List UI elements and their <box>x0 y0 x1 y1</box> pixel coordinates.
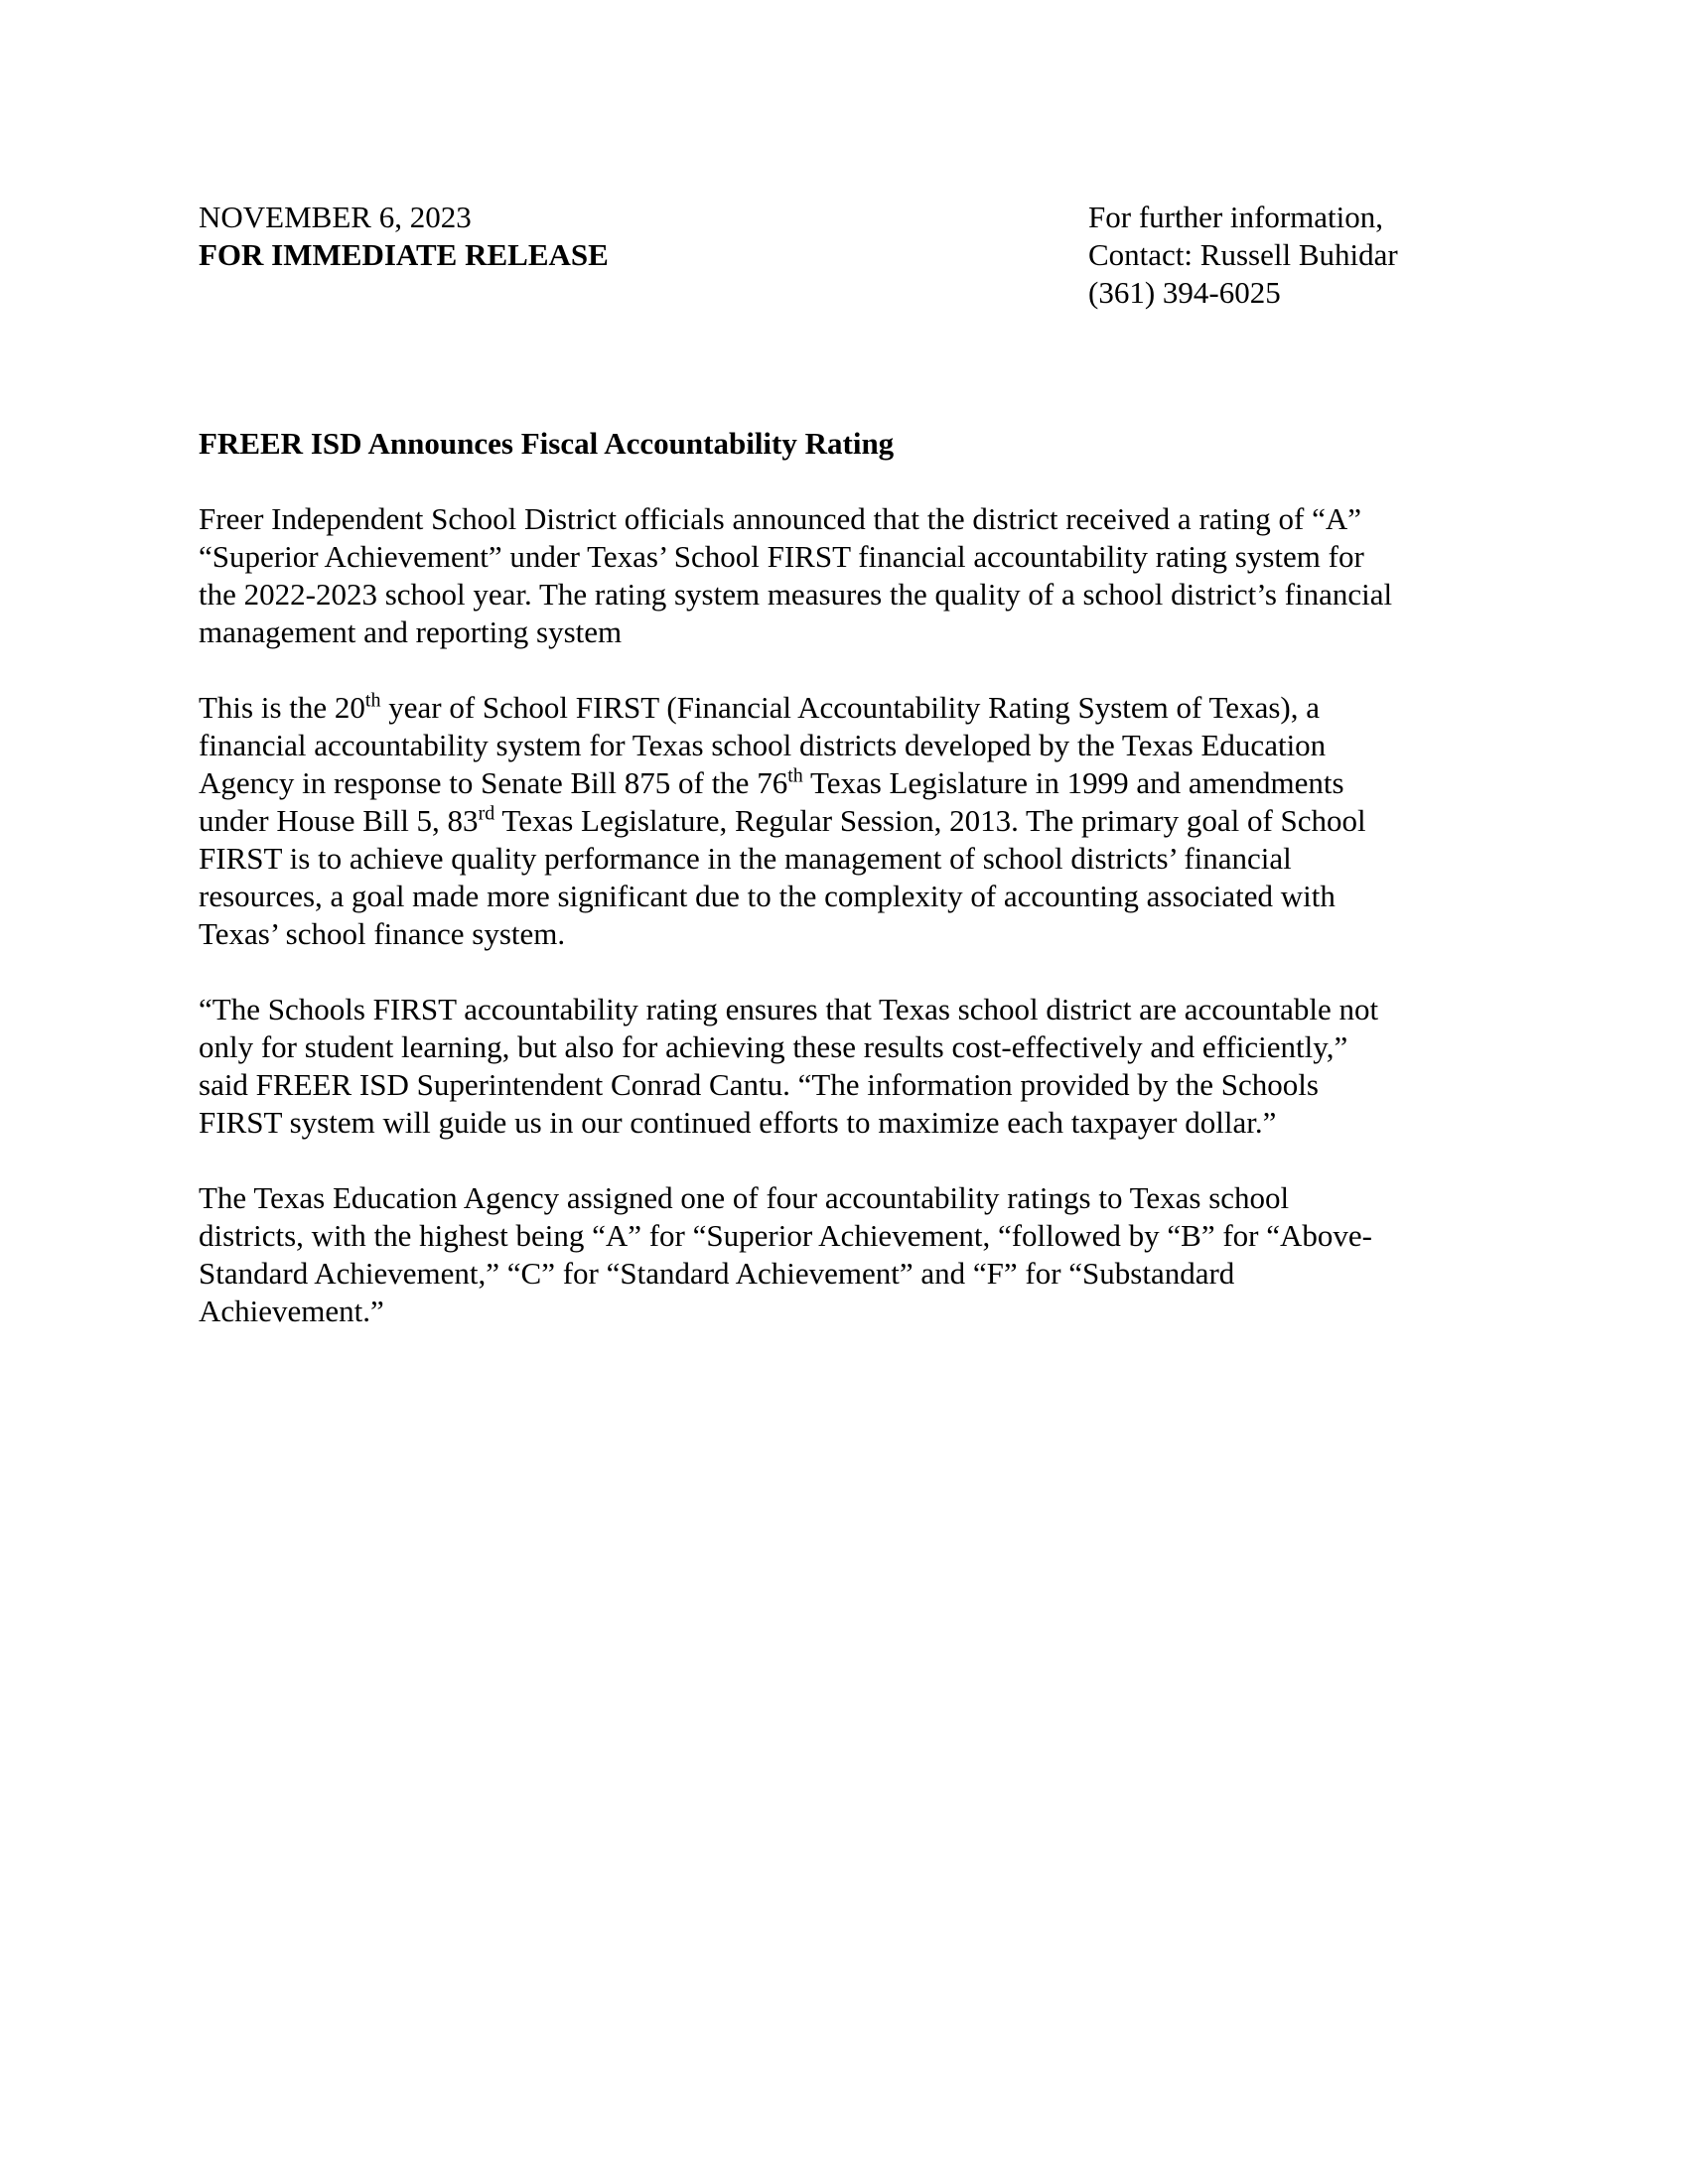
superscript: rd <box>478 802 495 825</box>
text-line: FIRST is to achieve quality performance in the management of school districts’ financial <box>199 841 1292 876</box>
text-fragment: Texas Legislature in 1999 and amendments <box>802 765 1344 800</box>
text-line: financial accountability system for Texas school districts developed by the Texas Education <box>199 728 1327 762</box>
release-date: NOVEMBER 6, 2023 <box>199 200 472 234</box>
text-fragment: Texas Legislature, Regular Session, 2013. The primary goal of School <box>494 803 1366 838</box>
text-line: Freer Independent School District officials announced that the district received a rating of “A” <box>199 501 1361 536</box>
text-line: FIRST system will guide us in our continued efforts to maximize each taxpayer dollar.” <box>199 1105 1277 1140</box>
superscript: th <box>787 764 803 787</box>
text-line: management and reporting system <box>199 614 623 649</box>
headline: FREER ISD Announces Fiscal Accountability Rating <box>199 426 895 461</box>
text-line <box>199 802 1509 840</box>
release-header <box>199 199 609 274</box>
paragraph-3 <box>199 991 1509 1142</box>
text-fragment: This is the 20 <box>199 690 365 725</box>
text-line: Achievement.” <box>199 1294 384 1328</box>
text-line: only for student learning, but also for achieving these results cost-effectively and efficiently,” <box>199 1029 1348 1064</box>
paragraph-2 <box>199 689 1509 953</box>
text-line: said FREER ISD Superintendent Conrad Cantu. “The information provided by the Schools <box>199 1067 1319 1102</box>
text-line: Texas’ school finance system. <box>199 916 566 951</box>
paragraph-4 <box>199 1179 1509 1330</box>
text-fragment: under House Bill 5, 83 <box>199 803 479 838</box>
text-fragment: year of School FIRST (Financial Accountability Rating System of Texas), a <box>380 690 1320 725</box>
text-line: Standard Achievement,” “C” for “Standard Achievement” and “F” for “Substandard <box>199 1256 1235 1291</box>
contact-name: Contact: Russell Buhidar <box>1088 237 1398 272</box>
press-release-body <box>199 425 1509 1368</box>
contact-block <box>1088 199 1398 312</box>
release-type: FOR IMMEDIATE RELEASE <box>199 237 609 272</box>
contact-intro: For further information, <box>1088 200 1384 234</box>
paragraph-1 <box>199 500 1509 651</box>
contact-phone: (361) 394-6025 <box>1088 275 1281 310</box>
text-line: resources, a goal made more significant due to the complexity of accounting associated with <box>199 879 1336 913</box>
text-line: the 2022-2023 school year. The rating system measures the quality of a school district’s financial <box>199 577 1393 612</box>
text-line <box>199 689 1509 727</box>
text-line: “Superior Achievement” under Texas’ School FIRST financial accountability rating system for <box>199 539 1364 574</box>
text-line: “The Schools FIRST accountability rating ensures that Texas school district are accountable not <box>199 992 1379 1026</box>
text-fragment: Agency in response to Senate Bill 875 of the 76 <box>199 765 788 800</box>
superscript: th <box>364 689 381 712</box>
text-line: The Texas Education Agency assigned one of four accountability ratings to Texas school <box>199 1180 1290 1215</box>
text-line: districts, with the highest being “A” for “Superior Achievement, “followed by “B” for “Above- <box>199 1218 1372 1253</box>
text-line <box>199 764 1509 802</box>
